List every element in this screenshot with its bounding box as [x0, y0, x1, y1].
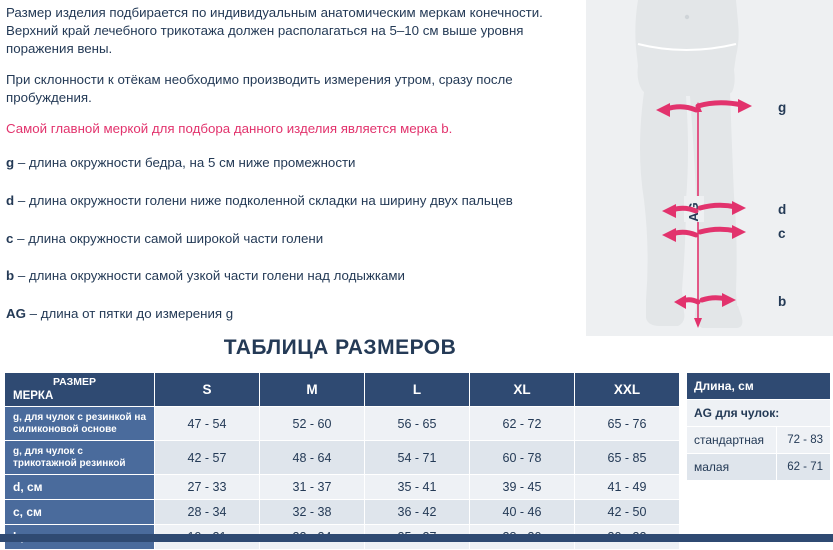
- corner-label-razmer: РАЗМЕР: [53, 376, 96, 388]
- b-label: b: [778, 294, 787, 309]
- cell-g-silicone-xl: 62 - 72: [470, 407, 575, 441]
- intro-paragraph-1: Размер изделия подбирается по индивидуальным анатомическим меркам конечности. Верхний край лечебного трикотажа должен располагаться на 5–10 см выше уровня поражения вены.: [6, 5, 543, 56]
- length-table-header-row: [687, 373, 831, 400]
- cell-g-knit-l: 54 - 71: [365, 441, 470, 475]
- table-row: [5, 475, 680, 500]
- cell-g-knit-xxl: 65 - 85: [575, 441, 680, 475]
- cell-g-silicone-l: 56 - 65: [365, 407, 470, 441]
- definition-text-c: – длина окружности самой широкой части голени: [13, 230, 324, 246]
- definition-text-g: – длина окружности бедра, на 5 см ниже промежности: [14, 154, 356, 170]
- cell-g-silicone-m: 52 - 60: [260, 407, 365, 441]
- definition-key-ag: AG: [6, 306, 26, 322]
- definition-text-b: – длина окружности самой узкой части голени над лодыжками: [14, 268, 405, 284]
- bottom-accent-bar: [0, 534, 833, 542]
- cell-c-s: 28 - 34: [155, 500, 260, 525]
- row-label-d: d, см: [5, 475, 155, 500]
- length-row-standard-value: 72 - 83: [777, 427, 831, 454]
- cell-d-s: 27 - 33: [155, 475, 260, 500]
- d-label: d: [778, 202, 787, 217]
- column-header-xxl: XXL: [575, 373, 680, 407]
- instructions-column: [6, 4, 586, 343]
- cell-c-m: 32 - 38: [260, 500, 365, 525]
- table-row: [5, 407, 680, 441]
- cell-c-xxl: 42 - 50: [575, 500, 680, 525]
- definition-ag: [6, 305, 586, 323]
- definition-d: [6, 192, 586, 210]
- table-row: [687, 454, 831, 481]
- definition-text-d: – длина окружности голени ниже подколенной складки на ширину двух пальцев: [14, 192, 513, 208]
- definition-key-b: b: [6, 268, 15, 284]
- cell-d-xxl: 41 - 49: [575, 475, 680, 500]
- definition-key-g: g: [6, 154, 15, 170]
- row-label-g-silicone: g, для чулок с резинкой на силиконовой основе: [5, 407, 155, 441]
- corner-label-merka: МЕРКА: [13, 390, 54, 402]
- length-row-small-value: 62 - 71: [777, 454, 831, 481]
- table-corner-cell: [5, 373, 155, 407]
- g-label: g: [778, 100, 787, 115]
- table-row: [5, 500, 680, 525]
- length-row-standard-name: стандартная: [687, 427, 777, 454]
- table-title: ТАБЛИЦА РАЗМЕРОВ: [223, 336, 457, 359]
- table-row: [687, 427, 831, 454]
- length-table-header: Длина, см: [687, 373, 831, 400]
- definition-key-d: d: [6, 192, 15, 208]
- ag-label: AG: [686, 202, 701, 222]
- table-header-row: [5, 373, 680, 407]
- definition-c: [6, 230, 586, 248]
- cell-g-silicone-s: 47 - 54: [155, 407, 260, 441]
- length-table-subheader: AG для чулок:: [687, 400, 831, 427]
- leg-diagram-svg: [586, 0, 833, 336]
- cell-d-l: 35 - 41: [365, 475, 470, 500]
- table-row: [5, 441, 680, 475]
- row-label-c: c, см: [5, 500, 155, 525]
- definition-b: [6, 267, 586, 285]
- cell-d-m: 31 - 37: [260, 475, 365, 500]
- navel-dot: [685, 15, 689, 19]
- measurement-definitions: [6, 154, 586, 324]
- intro-paragraph-2: При склонности к отёкам необходимо производить измерения утром, сразу после пробуждения.: [6, 71, 513, 105]
- cell-g-knit-m: 48 - 64: [260, 441, 365, 475]
- cell-g-knit-s: 42 - 57: [155, 441, 260, 475]
- column-header-l: L: [365, 373, 470, 407]
- cell-c-xl: 40 - 46: [470, 500, 575, 525]
- definition-g: [6, 154, 586, 172]
- definition-text-ag: – длина от пятки до измерения g: [25, 306, 234, 322]
- foot-shape: [695, 306, 743, 328]
- row-label-g-knit: g, для чулок с трикотажной резинкой: [5, 441, 155, 475]
- length-row-small-name: малая: [687, 454, 777, 481]
- size-table: [4, 372, 680, 550]
- cell-g-knit-xl: 60 - 78: [470, 441, 575, 475]
- column-header-xl: XL: [470, 373, 575, 407]
- length-table: [686, 372, 831, 481]
- cell-g-silicone-xxl: 65 - 76: [575, 407, 680, 441]
- column-header-s: S: [155, 373, 260, 407]
- torso-shape: [635, 0, 738, 96]
- cell-d-xl: 39 - 45: [470, 475, 575, 500]
- column-header-m: M: [260, 373, 365, 407]
- cell-c-l: 36 - 42: [365, 500, 470, 525]
- c-label: c: [778, 226, 786, 241]
- leg-measurement-illustration: [586, 0, 833, 336]
- length-table-subheader-row: [687, 400, 831, 427]
- intro-paragraph-highlight: Самой главной меркой для подбора данного изделия является мерка b.: [6, 120, 453, 136]
- definition-key-c: c: [6, 230, 14, 246]
